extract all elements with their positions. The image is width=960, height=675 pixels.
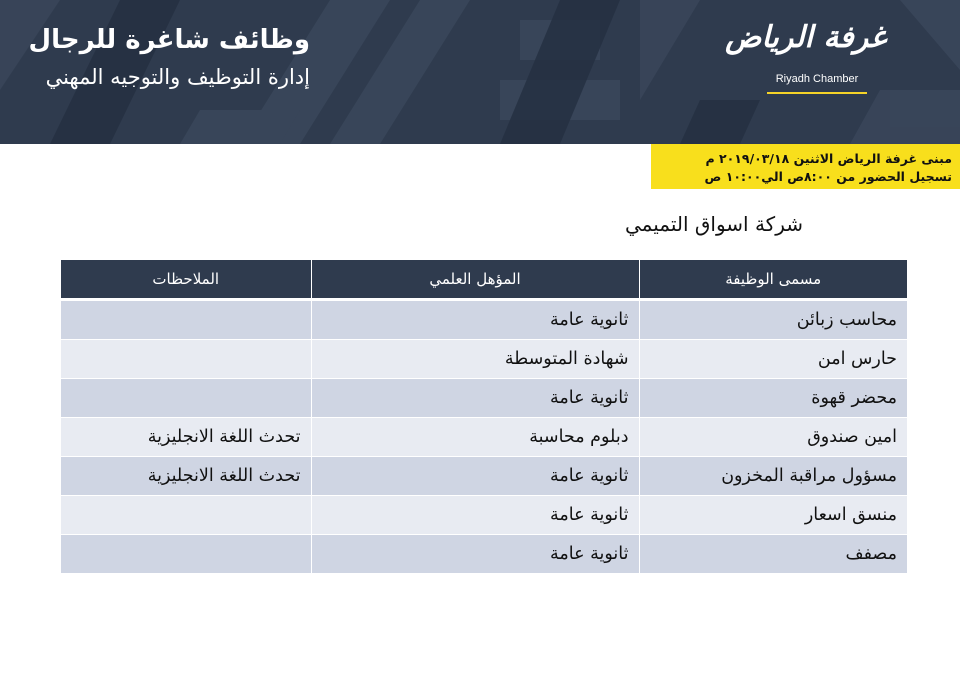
table-row bbox=[61, 535, 907, 574]
notes-cell bbox=[61, 496, 311, 535]
page-title: وظائف شاغرة للرجال bbox=[28, 25, 310, 55]
table-header-row bbox=[61, 260, 907, 300]
logo-english-text: Riyadh Chamber bbox=[775, 73, 859, 85]
qualification-cell: ثانوية عامة bbox=[311, 300, 639, 340]
notes-cell bbox=[61, 340, 311, 379]
table-row bbox=[61, 418, 907, 457]
table-row bbox=[61, 457, 907, 496]
qualification-cell: ثانوية عامة bbox=[311, 496, 639, 535]
event-date-location: مبنى غرفة الرياض الاثنين ٢٠١٩/٠٣/١٨ م bbox=[705, 151, 952, 166]
logo-underline bbox=[767, 92, 867, 94]
company-name: شركة اسواق التميمي bbox=[625, 212, 803, 236]
notes-cell: تحدث اللغة الانجليزية bbox=[61, 418, 311, 457]
notes-cell bbox=[61, 535, 311, 574]
logo-arabic-text: غرفة الرياض bbox=[725, 20, 886, 55]
job-title-cell: مسؤول مراقبة المخزون bbox=[639, 457, 907, 496]
job-title-cell: منسق اسعار bbox=[639, 496, 907, 535]
table-row bbox=[61, 340, 907, 379]
header-qualification: المؤهل العلمي bbox=[311, 260, 639, 300]
job-title-cell: حارس امن bbox=[639, 340, 907, 379]
qualification-cell: ثانوية عامة bbox=[311, 535, 639, 574]
table-row bbox=[61, 379, 907, 418]
qualification-cell: ثانوية عامة bbox=[311, 379, 639, 418]
qualification-cell: شهادة المتوسطة bbox=[311, 340, 639, 379]
qualification-cell: دبلوم محاسبة bbox=[311, 418, 639, 457]
header-job-title: مسمى الوظيفة bbox=[639, 260, 907, 300]
header-banner bbox=[0, 0, 960, 144]
riyadh-chamber-logo bbox=[725, 18, 886, 94]
job-title-cell: محضر قهوة bbox=[639, 379, 907, 418]
job-title-cell: امين صندوق bbox=[639, 418, 907, 457]
job-title-cell: مصفف bbox=[639, 535, 907, 574]
jobs-table bbox=[61, 260, 907, 574]
page-subtitle: إدارة التوظيف والتوجيه المهني bbox=[45, 65, 310, 89]
notes-cell bbox=[61, 379, 311, 418]
table-row bbox=[61, 496, 907, 535]
event-info-bar bbox=[651, 144, 960, 189]
table-row bbox=[61, 300, 907, 340]
qualification-cell: ثانوية عامة bbox=[311, 457, 639, 496]
event-registration-time: تسجيل الحضور من ٨:٠٠ص الي١٠:٠٠ ص bbox=[704, 169, 952, 184]
header-notes: الملاحظات bbox=[61, 260, 311, 300]
title-block bbox=[28, 22, 310, 92]
notes-cell: تحدث اللغة الانجليزية bbox=[61, 457, 311, 496]
notes-cell bbox=[61, 300, 311, 340]
job-title-cell: محاسب زبائن bbox=[639, 300, 907, 340]
